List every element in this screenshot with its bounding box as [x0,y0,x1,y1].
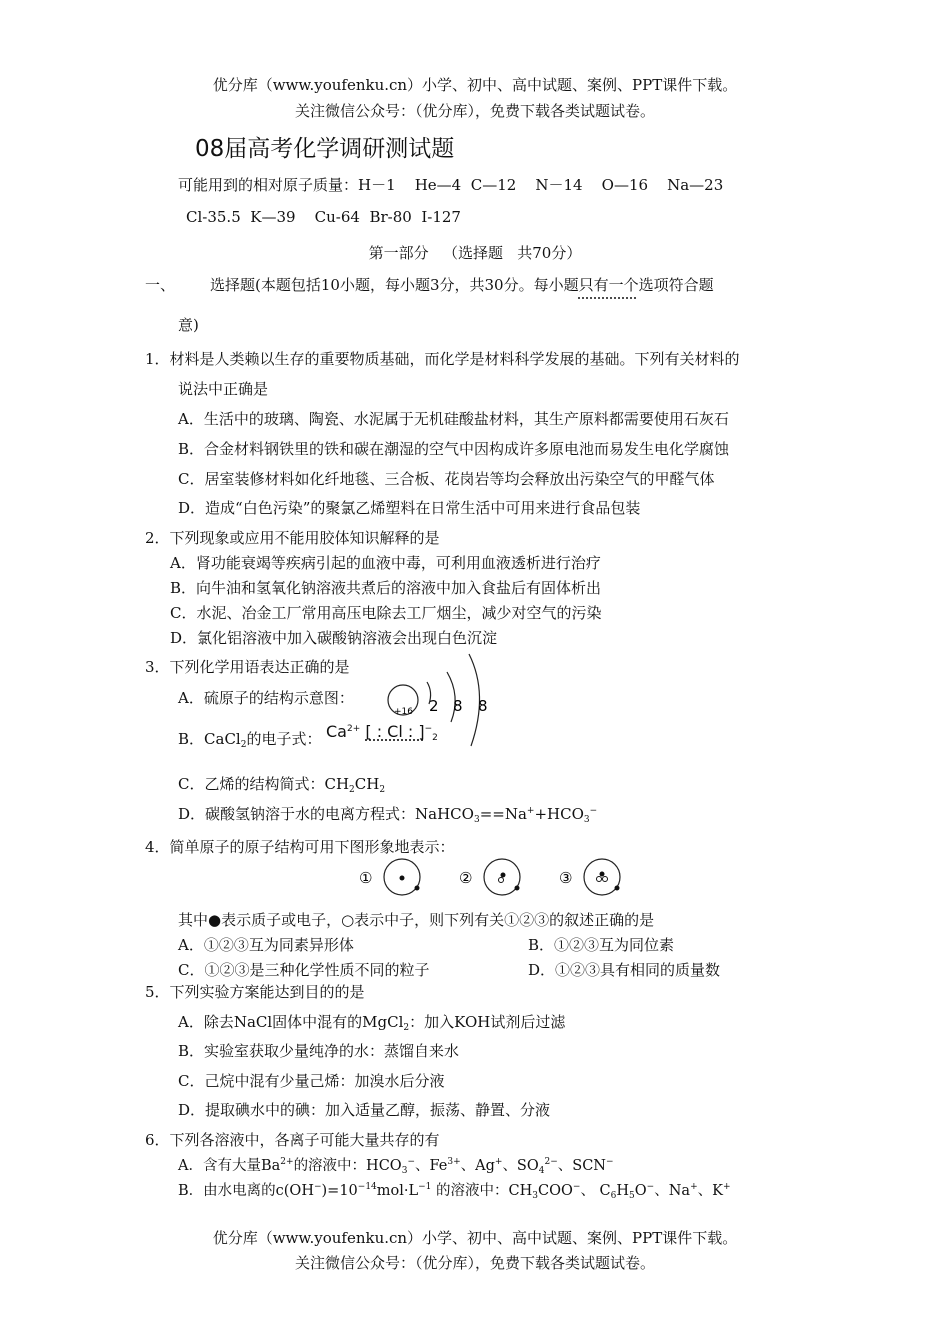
q6-b-sup-2: −14 [357,1182,377,1192]
q3-d-mid-1: ==Na [479,805,527,823]
shell-count-3: 8 [478,697,488,715]
section-text-a: 选择题(本题包括10小题，每小题3分，共30分。每小题 [210,276,579,294]
q6-a-sup-6: − [606,1157,614,1167]
q3-option-d [178,803,597,825]
q6-b-sup-4: − [572,1182,581,1192]
q4-option-b: B．①②③互为同位素 [528,936,675,954]
atom-label-3: ③ [559,869,573,887]
atom-1-proton [400,876,405,881]
q3-d-mid-2: +HCO [534,805,584,823]
q6-b-3: mol·L [376,1183,419,1199]
q3-c-sub-1: 2 [349,785,355,795]
shell-count-1: 2 [429,697,439,715]
q5-a-suffix: ：加入KOH试剂后过滤 [409,1013,566,1031]
shell-count-2: 8 [453,697,463,715]
q6-a-5: 、SO [502,1158,539,1174]
q4-stem: 4．简单原子的原子结构可用下图形象地表示： [145,838,455,856]
q6-a-sup-1: 2+ [280,1157,294,1167]
q2-option-c: C．水泥、冶金工厂常用高压电除去工厂烟尘，减少对空气的污染 [170,604,602,622]
q4-note: 其中●表示质子或电子，○表示中子，则下列有关①②③的叙述正确的是 [178,911,655,929]
q3-d-sup-2: − [589,806,598,816]
q5-option-a [178,1011,565,1033]
q6-a-sup-5: 2− [544,1157,558,1167]
q6-b-6: 、 C [580,1183,611,1199]
q6-a-sup-3: 3+ [447,1157,461,1167]
q6-b-9: 、Na [654,1183,691,1199]
q6-a-sub-2: 4 [538,1166,545,1176]
q1-option-c: C．居室装修材料如化纤地毯、三合板、花岗岩等均会释放出污染空气的甲醛气体 [178,470,715,488]
atom-3-proton [600,872,605,877]
q3-c-prefix: C．乙烯的结构简式：CH [178,775,350,793]
q4-option-a: A．①②③互为同素异形体 [178,936,354,954]
q6-b-sub-1: 3 [532,1191,539,1201]
header-line-2: 关注微信公众号：（优分库），免费下载各类试题试卷。 [294,102,655,120]
header-line-1: 优分库（www.youfenku.cn）小学、初中、高中试题、案例、PPT课件下载。 [212,76,738,94]
section-instructions-cont: 意) [178,316,199,334]
q6-a-3: 、Fe [414,1158,448,1174]
q1-stem-2: 说法中正确是 [178,380,269,398]
atom-1-electron [415,886,420,891]
q3-c-mid: CH [354,775,380,793]
q3-option-c [178,773,385,795]
cacl2-electron-formula [326,722,438,743]
cl-symbol: [ : Cl : ] [365,722,425,741]
q2-option-b: B．向牛油和氢氧化钠溶液共煮后的溶液中加入食盐后有固体析出 [170,579,602,597]
q6-option-a [178,1154,614,1176]
atomic-masses-line-2: Cl-35.5 K—39 Cu-64 Br-80 I-127 [186,208,461,226]
atom-2-electron [515,886,520,891]
atom-2-proton [501,873,506,878]
q6-b-4: 的溶液中：CH [431,1183,533,1199]
atomic-masses-line-1: 可能用到的相对原子质量：H－1 He—4 C—12 N－14 O—16 Na—23 [178,176,724,194]
q3-option-a: A．硫原子的结构示意图： [178,689,354,707]
footer-line-1: 优分库（www.youfenku.cn）小学、初中、高中试题、案例、PPT课件下载。 [212,1229,738,1247]
q5-option-c: C．己烷中混有少量己烯：加溴水后分液 [178,1072,445,1090]
q3-b-subscript: 2 [240,740,247,750]
q6-option-b [178,1179,731,1201]
q6-b-sup-7: + [722,1182,731,1192]
q5-option-b: B．实验室获取少量纯净的水：蒸馏自来水 [178,1042,460,1060]
q6-stem: 6．下列各溶液中，各离子可能大量共存的有 [145,1131,440,1149]
q6-a-1: A．含有大量Ba [178,1158,281,1174]
q1-option-b: B．合金材料钢铁里的铁和碳在潮湿的空气中因构成许多原电池而易发生电化学腐蚀 [178,440,730,458]
q3-d-sub: 3 [473,815,480,825]
cl-charge: − [424,724,433,734]
atom-2-neutron [499,878,504,883]
q3-d-sup: + [526,806,535,816]
q2-option-a: A．肾功能衰竭等疾病引起的血液中毒，可利用血液透析进行治疗 [170,554,601,572]
q5-option-d: D．提取碘水中的碘：加入适量乙醇，振荡、静置、分液 [178,1101,551,1119]
q4-option-c: C．①②③是三种化学性质不同的粒子 [178,961,430,979]
q2-stem: 2．下列现象或应用不能用胶体知识解释的是 [145,529,440,547]
atom-label-1: ① [359,869,373,887]
q3-d-prefix: D．碳酸氢钠溶于水的电离方程式：NaHCO [178,805,474,823]
q5-a-prefix: A．除去NaCl固体中混有的MgCl [178,1013,404,1031]
q5-stem: 5．下列实验方案能达到目的的是 [145,983,365,1001]
q6-b-1: B．由水电离的c(OH [178,1183,314,1199]
q2-option-d: D．氯化铝溶液中加入碳酸钠溶液会出现白色沉淀 [170,629,498,647]
q6-b-sup-5: − [646,1182,655,1192]
q6-a-sub-1: 3 [401,1166,408,1176]
q6-b-sup-6: + [690,1182,698,1192]
q6-b-sub-3: 5 [629,1191,635,1201]
nucleus-charge: +16 [394,707,413,717]
page-title: 08届高考化学调研测试题 [195,136,455,162]
footer-line-2: 关注微信公众号：（优分库），免费下载各类试题试卷。 [294,1254,655,1272]
q6-b-8: O [634,1183,647,1199]
q3-b-prefix: B．CaCl [178,730,241,748]
cl-count: 2 [432,733,438,743]
q6-b-sup-1: − [313,1182,322,1192]
q3-c-sub-2: 2 [379,785,386,795]
atom-3-electron [615,886,620,891]
q6-a-sup-4: + [494,1157,503,1167]
q6-b-2: )=10 [321,1183,358,1199]
q6-a-sup-2: − [407,1157,415,1167]
q4-option-d: D．①②③具有相同的质量数 [528,961,721,979]
section-emphasis: 只有一个 [578,276,639,294]
q6-a-2: 的溶液中：HCO [293,1158,402,1174]
part-one-heading: 第一部分 （选择题 共70分） [368,244,582,262]
section-number: 一、 [145,276,176,294]
q6-b-7: H [616,1183,630,1199]
atom-3-neutron-2 [603,877,608,882]
q1-option-a: A．生活中的玻璃、陶瓷、水泥属于无机硅酸盐材料，其生产原料都需要使用石灰石 [178,410,729,428]
q3-d-sub-2: 3 [583,815,590,825]
q6-b-5: COO [538,1183,573,1199]
q6-a-6: 、SCN [557,1158,606,1174]
atom-structure-figure [355,852,635,902]
q6-b-10: 、K [697,1183,723,1199]
atom-label-2: ② [459,869,473,887]
q6-a-4: 、Ag [460,1158,495,1174]
q3-stem: 3．下列化学用语表达正确的是 [145,658,350,676]
atom-3-orbit [584,859,620,895]
q6-b-sup-3: −1 [418,1182,432,1192]
q1-stem-1: 1．材料是人类赖以生存的重要物质基础，而化学是材料科学发展的基础。下列有关材料的 [145,350,740,368]
q3-option-b [178,728,321,750]
section-text-b: 选项符合题 [638,276,714,294]
q3-b-suffix: 的电子式： [246,730,322,748]
ca-charge: 2+ [346,724,361,734]
ca-symbol: Ca [326,722,347,741]
q6-b-sub-2: 6 [610,1191,617,1201]
q5-a-sub: 2 [403,1023,410,1033]
q1-option-d: D．造成“白色污染”的聚氯乙烯塑料在日常生活中可用来进行食品包装 [178,499,641,517]
section-instructions [210,274,714,295]
atom-3-neutron-1 [597,877,602,882]
